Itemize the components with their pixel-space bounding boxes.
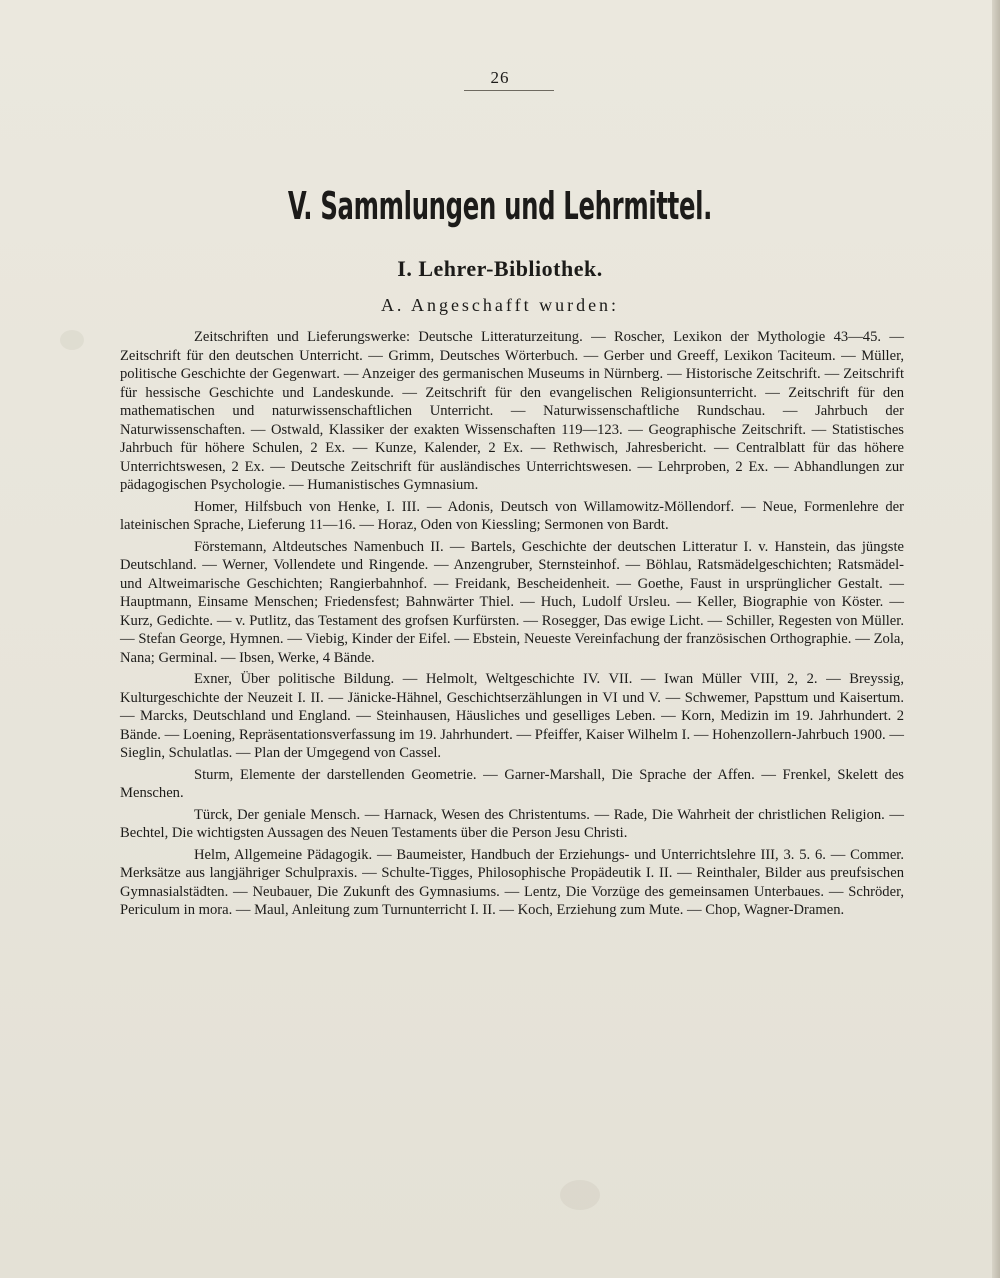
paragraph-religion: Türck, Der geniale Mensch. — Harnack, Wesen des Christentums. — Rade, Die Wahrheit der christlichen Religion. — Bechtel, Die wichtigsten Aussagen des Neuen Testaments über die Person Jesu Christi. bbox=[120, 806, 904, 841]
body-text bbox=[120, 328, 904, 923]
paragraph-science: Sturm, Elemente der darstellenden Geometrie. — Garner-Marshall, Die Sprache der Affen. — Frenkel, Skelett des Menschen. bbox=[120, 766, 904, 801]
paragraph-pedagogy: Helm, Allgemeine Pädagogik. — Baumeister, Handbuch der Erziehungs- und Unterrichtslehre III, 3. 5. 6. — Commer. Merksätze aus langjähriger Schulpraxis. — Schulte-Tigges, Philosophische Propädeutik I. II. — Reinthaler, Bilder aus preufsischen Gymnasialstädten. — Neubauer, Die Zukunft des Gymnasiums. — Lentz, Die Vorzüge des gemeinsamen Unterbaues. — Schröder, Periculum in mora. — Maul, Anleitung zum Turnunterricht I. II. — Koch, Erziehung zum Mute. — Chop, Wagner-Dramen. bbox=[120, 846, 904, 918]
paper-stain bbox=[560, 1180, 600, 1210]
subsection-title: I. Lehrer-Bibliothek. bbox=[397, 256, 603, 281]
paper-stain bbox=[60, 330, 84, 350]
subheading: A. Angeschafft wurden: bbox=[380, 295, 620, 315]
page-edge bbox=[992, 0, 1000, 1278]
paragraph-periodicals: Zeitschriften und Lieferungswerke: Deutsche Litteraturzeitung. — Roscher, Lexikon der Mythologie 43—45. — Zeitschrift für den deutschen Unterricht. — Grimm, Deutsches Wörterbuch. — Gerber und Greeff, Lexikon Taciteum. — Müller, politische Geschichte der Gegenwart. — Anzeiger des germanischen Museums in Nürnberg. — Historische Zeitschrift. — Zeitschrift für hessische Geschichte und Landeskunde. — Zeitschrift für den evangelischen Religionsunterricht. — Zeitschrift für den mathematischen und naturwissenschaftlichen Unterricht. — Naturwissenschaftliche Rundschau. — Jahrbuch der Naturwissenschaften. — Ostwald, Klassiker der exakten Wissenschaften 119—123. — Geographische Zeitschrift. — Statistisches Jahrbuch für höhere Schulen, 2 Ex. — Kunze, Kalender, 2 Ex. — Rethwisch, Jahresbericht. — Centralblatt für das höhere Unterrichtswesen, 2 Ex. — Deutsche Zeitschrift für ausländisches Unterrichtswesen. — Lehrproben, 2 Ex. — Abhandlungen zur pädagogischen Psychologie. — Humanistisches Gymnasium. bbox=[120, 329, 904, 493]
page-number-rule bbox=[464, 90, 554, 91]
page-number: 26 bbox=[490, 68, 510, 87]
section-title: V. Sammlungen und Lehrmittel. bbox=[287, 184, 713, 228]
paragraph-german-literature: Förstemann, Altdeutsches Namenbuch II. — Bartels, Geschichte der deutschen Litteratur I. v. Hanstein, das jüngste Deutschland. — Werner, Vollendete und Ringende. — Anzengruber, Sternsteinhof. — Böhlau, Ratsmädelgeschichten; Ratsmädel- und Altweimarische Geschichten; Rangierbahnhof. — Freidank, Bescheidenheit. — Goethe, Faust in ursprünglicher Gestalt. — Hauptmann, Einsame Menschen; Friedensfest; Bahnwärter Thiel. — Huch, Ludolf Ursleu. — Keller, Biographie von Köster. — Kurz, Gedichte. — v. Putlitz, das Testament des grofsen Kurfürsten. — Rosegger, Das ewige Licht. — Schiller, Regesten von Müller. — Stefan George, Hymnen. — Viebig, Kinder der Eifel. — Ebstein, Neueste Vereinfachung der französischen Orthographie. — Zola, Nana; Germinal. — Ibsen, Werke, 4 Bände. bbox=[120, 538, 904, 666]
paragraph-history: Exner, Über politische Bildung. — Helmolt, Weltgeschichte IV. VII. — Iwan Müller VIII, 2, 2. — Breyssig, Kulturgeschichte der Neuzeit I. II. — Jänicke-Hähnel, Geschichtserzählungen in VI und V. — Schwemer, Papsttum und Kaisertum. — Marcks, Deutschland und England. — Steinhausen, Häusliches und geselliges Leben. — Korn, Medizin im 19. Jahrhundert. 2 Bände. — Loening, Repräsentationsverfassung im 19. Jahrhundert. — Pfeiffer, Kaiser Wilhelm I. — Hohenzollern-Jahrbuch 1900. — Sieglin, Schulatlas. — Plan der Umgegend von Cassel. bbox=[120, 671, 904, 761]
paragraph-classics: Homer, Hilfsbuch von Henke, I. III. — Adonis, Deutsch von Willamowitz-Möllendorf. — Neue, Formenlehre der lateinischen Sprache, Lieferung 11—16. — Horaz, Oden von Kiessling; Sermonen von Bardt. bbox=[120, 498, 904, 533]
